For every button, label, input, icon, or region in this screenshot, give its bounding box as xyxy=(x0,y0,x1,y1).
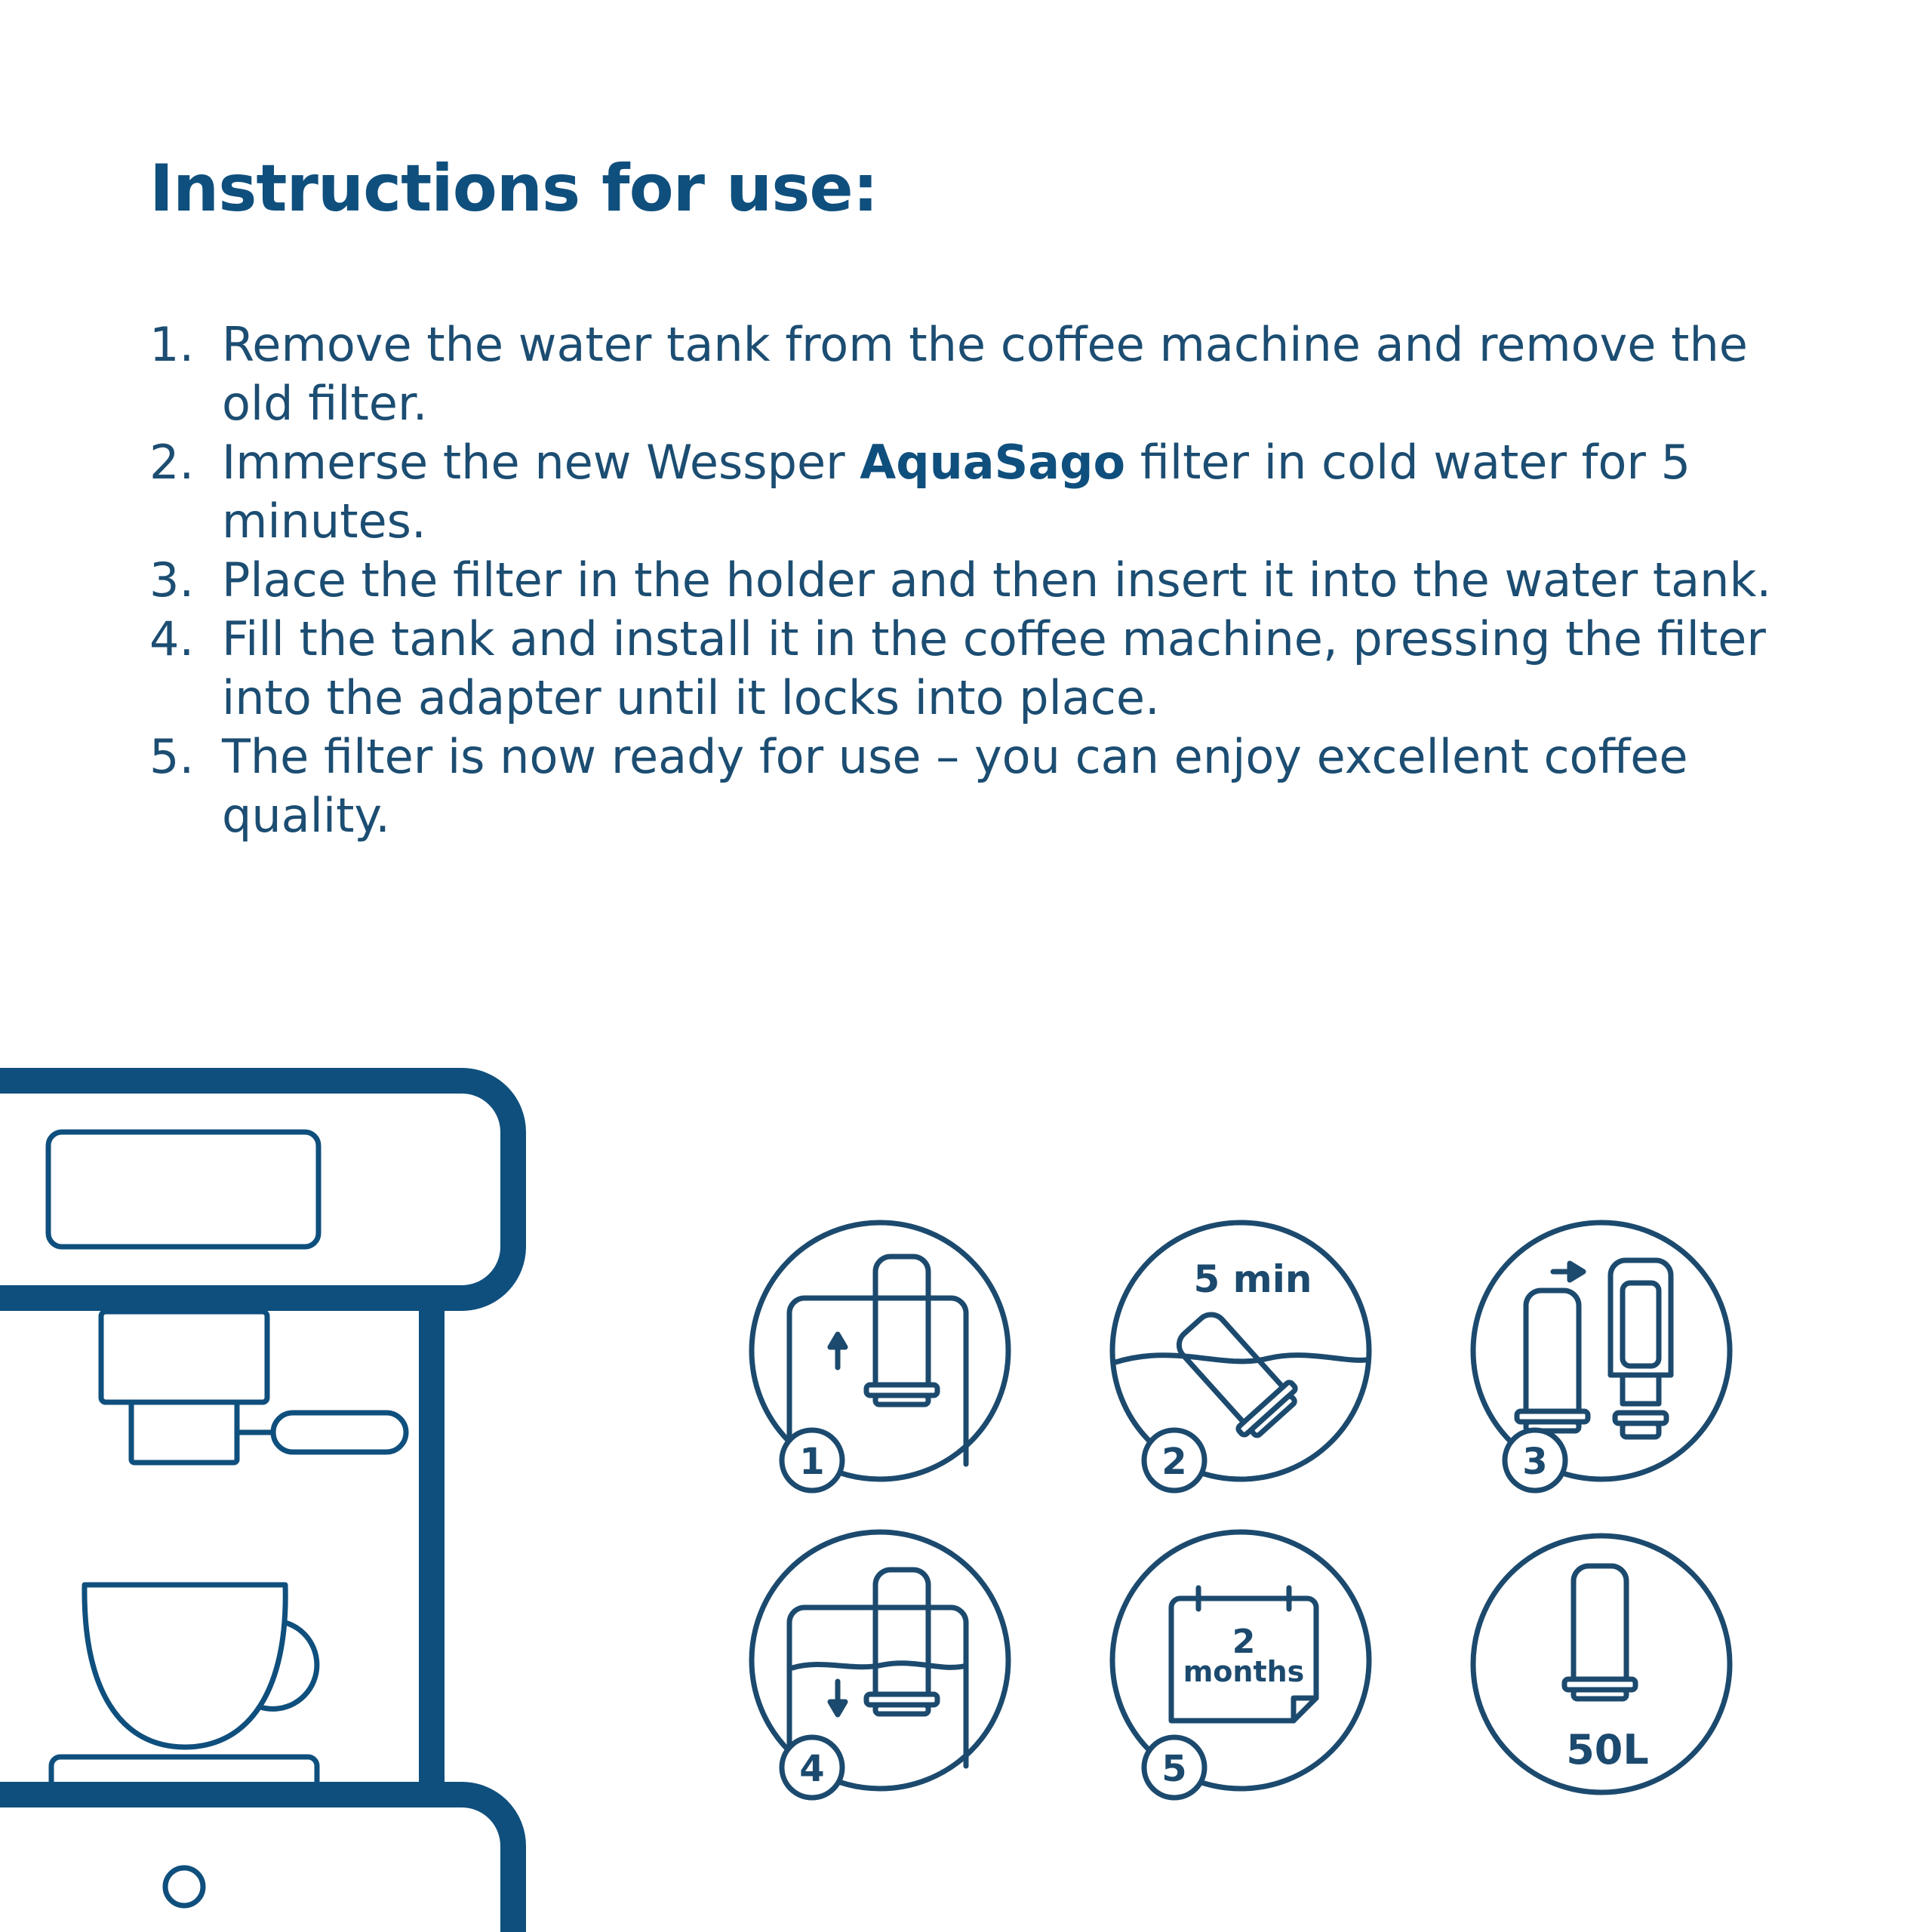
filter-holder-icon xyxy=(1473,1223,1730,1491)
step-number: 4. xyxy=(149,611,195,666)
step-text: Remove the water tank from the coffee machine and remove the old filter. xyxy=(222,317,1748,431)
coffee-machine-icon xyxy=(0,1081,513,1932)
soak-time-label: 5 min xyxy=(1193,1257,1312,1301)
page-title: Instructions for use: xyxy=(149,151,878,226)
step-badge-1: 1 xyxy=(799,1441,825,1483)
step-number: 2. xyxy=(149,435,195,490)
step-badge-3: 3 xyxy=(1522,1441,1548,1483)
step-badge-5: 5 xyxy=(1161,1748,1187,1790)
fill-tank-icon xyxy=(752,1532,1008,1798)
step-text: Immerse the new Wessper xyxy=(222,435,860,490)
calendar-unit: months xyxy=(1183,1655,1305,1688)
step-text: Place the filter in the holder and then insert it into the water tank. xyxy=(222,552,1772,608)
step-text: The filter is now ready for use – you can enjoy excellent coffee quality. xyxy=(222,729,1688,843)
step-text: Fill the tank and install it in the coffee machine, pressing the filter into the adapter until it locks into place. xyxy=(222,611,1766,725)
remove-filter-icon xyxy=(752,1223,1008,1491)
step-number: 3. xyxy=(149,552,195,608)
step-number: 5. xyxy=(149,729,195,784)
step-badge-4: 4 xyxy=(799,1748,825,1790)
calendar-number: 2 xyxy=(1232,1623,1256,1661)
step-text-cont: filter in cold water for 5 minutes. xyxy=(222,435,1691,549)
capacity-label: 50L xyxy=(1566,1726,1649,1774)
step-number: 1. xyxy=(149,317,195,372)
step-badge-2: 2 xyxy=(1161,1441,1187,1483)
product-name: AquaSago xyxy=(860,435,1126,490)
